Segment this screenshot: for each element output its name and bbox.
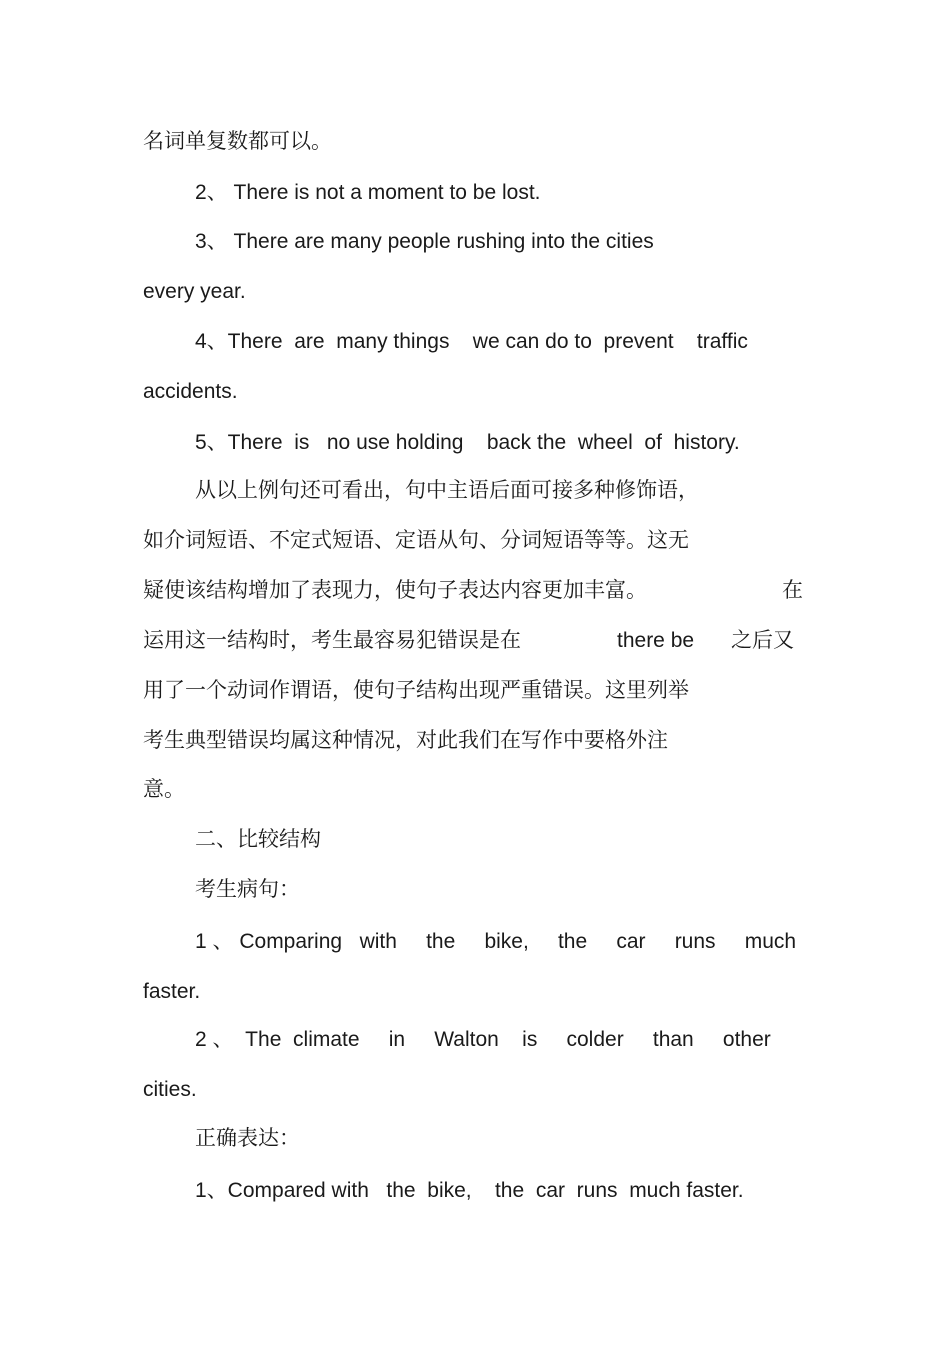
example-sentence: 5、There is no use holding back the wheel of history. — [195, 431, 740, 454]
example-sentence: 1、Compared with the bike, the car runs much faster. — [195, 1179, 744, 1202]
text-line: 如介词短语、不定式短语、定语从句、分词短语等等。这无 — [143, 529, 689, 552]
example-sentence: 3、 There are many people rushing into the cities — [195, 230, 654, 253]
subheading: 正确表达： — [195, 1127, 300, 1150]
text-line: 名词单复数都可以。 — [143, 130, 332, 153]
example-sentence: 2、 There is not a moment to be lost. — [195, 181, 541, 204]
text-line: 运用这一结构时，考生最容易犯错误是在 — [143, 629, 521, 652]
subheading: 考生病句： — [195, 878, 300, 901]
text-line: 用了一个动词作谓语，使句子结构出现严重错误。这里列举 — [143, 679, 689, 702]
text-line: 意。 — [143, 778, 185, 801]
text-line: faster. — [143, 980, 201, 1003]
text-line: cities. — [143, 1078, 197, 1101]
text-line: accidents. — [143, 380, 238, 403]
example-sentence: 2 、 The climate in Walton is colder than other — [195, 1028, 771, 1051]
text-line: 疑使该结构增加了表现力，使句子表达内容更加丰富。 — [143, 579, 647, 602]
example-sentence: 1 、 Comparing with the bike, the car runs much — [195, 930, 797, 953]
example-sentence: 4、There are many things we can do to prevent traffic — [195, 330, 748, 353]
text-line: 之后又 — [731, 629, 794, 652]
text-line: 在 — [782, 579, 803, 602]
text-line: 从以上例句还可看出，句中主语后面可接多种修饰语， — [195, 479, 699, 502]
text-line: 考生典型错误均属这种情况，对此我们在写作中要格外注 — [143, 729, 668, 752]
section-heading: 二、比较结构 — [195, 828, 321, 851]
text-line: there be — [617, 629, 695, 652]
text-line: every year. — [143, 280, 246, 303]
